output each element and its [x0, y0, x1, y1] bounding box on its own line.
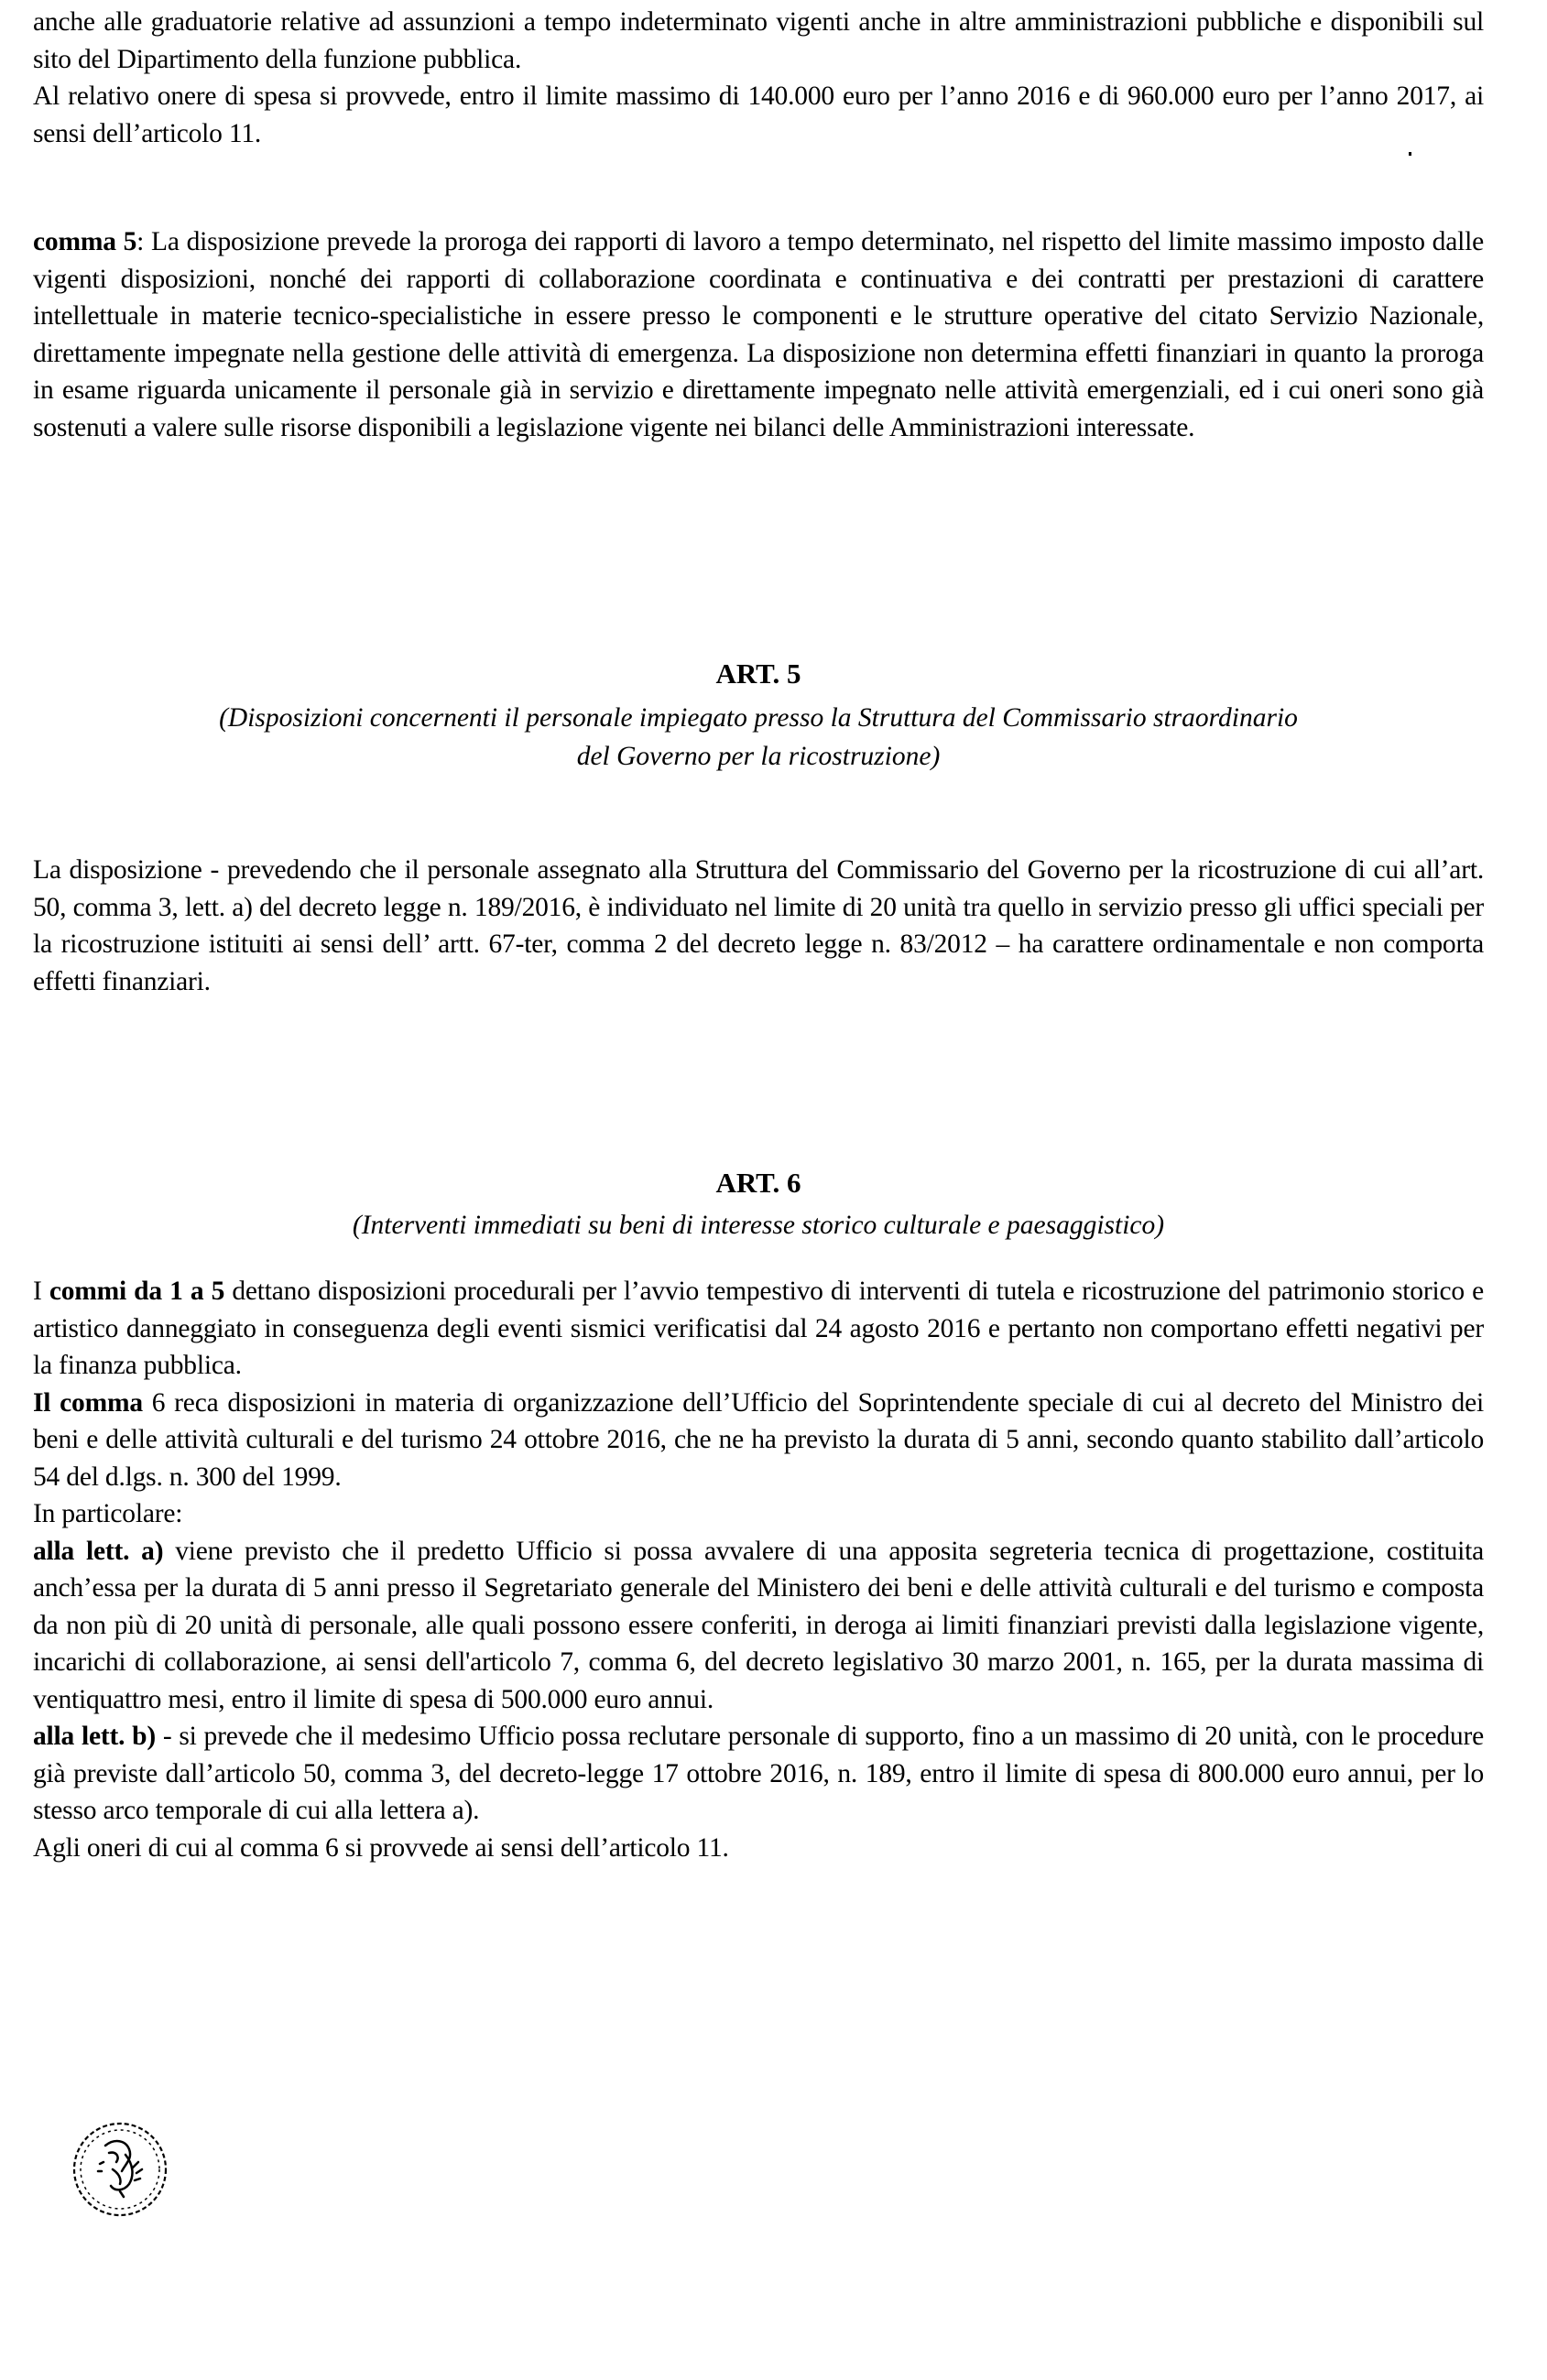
art6-title: ART. 6	[715, 1167, 801, 1199]
art5-subtitle-line2: del Governo per la ricostruzione)	[576, 742, 941, 771]
comma5-section	[33, 223, 1484, 446]
art6-p1-prefix: I	[33, 1277, 49, 1306]
art5-body: La disposizione - prevedendo che il personale assegnato alla Struttura del Commissario del Governo per la ricostruzione di cui all’art. 50, comma 3, lett. a) del decreto legge n. 189/2016, è individuato nel limite di 20 unità tra quello in servizio presso gli uffici speciali per la ricostruzione istituiti ai sensi dell’ artt. 67-ter, comma 2 del decreto legge n. 83/2012 – ha carattere ordinamentale e non comporta effetti finanziari.	[33, 855, 1484, 996]
art6-p2-text: 6 reca disposizioni in materia di organizzazione dell’Ufficio del Soprintendente speciale di cui al decreto del Ministro dei beni e delle attività culturali e del turismo 24 ottobre 2016, che ne ha previsto la durata di 5 anni, secondo quanto stabilito dall’articolo 54 del d.lgs. n. 300 del 1999.	[33, 1387, 1484, 1492]
art6-body-section	[33, 1273, 1484, 1866]
art6-subtitle: (Interventi immediati su beni di interesse storico culturale e paesaggistico)	[352, 1211, 1165, 1240]
art5-subtitle-line1: (Disposizioni concernenti il personale impiegato presso la Struttura del Commissario straordinario	[219, 703, 1298, 733]
comma5-text: : La disposizione prevede la proroga dei rapporti di lavoro a tempo determinato, nel rispetto del limite massimo imposto dalle vigenti disposizioni, nonché dei rapporti di collaborazione coordinata e continuativa e dei contratti per prestazioni di carattere intellettuale in materie tecnico-specialistiche in essere presso le componenti e le strutture operative del citato Servizio Nazionale, direttamente impegnate nella gestione delle attività di emergenza. La disposizione non determina effetti finanziari in quanto la proroga in esame riguarda unicamente il personale già in servizio e direttamente impegnato nelle attività emergenziali, ed i cui oneri sono già sostenuti a valere sulle risorse disponibili a legislazione vigente nei bilanci delle Amministrazioni interessate.	[33, 227, 1485, 442]
art6-p1-text: dettano disposizioni procedurali per l’avvio tempestivo di interventi di tutela e ricostruzione del patrimonio storico e artistico danneggiato in conseguenza degli eventi sismici verificatisi dal 24 agosto 2016 e pertanto non comportano effetti negativi per la finanza pubblica.	[33, 1277, 1484, 1380]
art6-paragraph-lett-b	[33, 1718, 1484, 1830]
comma5-label: comma 5	[33, 227, 137, 256]
art6-p1-bold: commi da 1 a 5	[49, 1277, 225, 1306]
intro-paragraph-2: Al relativo onere di spesa si provvede, entro il limite massimo di 140.000 euro per l’anno 2016 e di 960.000 euro per l’anno 2017, ai sensi dell’articolo 11.	[33, 82, 1484, 148]
art6-p4-bold: alla lett. a)	[33, 1536, 164, 1566]
scan-speck	[1409, 152, 1411, 156]
comma5-paragraph	[33, 223, 1484, 446]
art6-p5-text: - si prevede che il medesimo Ufficio possa reclutare personale di supporto, fino a un massimo di 20 unità, con le procedure già previste dall’articolo 50, comma 3, del decreto-legge 17 ottobre 2016, n. 189, entro il limite di spesa di 800.000 euro annui, per lo stesso arco temporale di cui alla lettera a).	[33, 1722, 1484, 1825]
intro-paragraph-1: anche alle graduatorie relative ad assunzioni a tempo indeterminato vigenti anche in altre amministrazioni pubbliche e disponibili sul sito del Dipartimento della funzione pubblica.	[33, 7, 1484, 74]
art5-title: ART. 5	[715, 657, 801, 690]
official-seal-stamp-icon	[69, 2118, 171, 2221]
intro-section	[33, 4, 1484, 152]
art6-paragraph-lett-a	[33, 1533, 1484, 1719]
art6-paragraph-commi-1-5	[33, 1273, 1484, 1385]
art6-paragraph-in-particolare: In particolare:	[33, 1499, 183, 1528]
art6-paragraph-comma-6	[33, 1385, 1484, 1496]
art5-body-section	[33, 852, 1484, 1000]
art6-paragraph-oneri: Agli oneri di cui al comma 6 si provvede ai sensi dell’articolo 11.	[33, 1832, 729, 1863]
art6-p5-bold: alla lett. b)	[33, 1722, 156, 1751]
art6-p4-text: viene previsto che il predetto Ufficio si possa avvalere di una apposita segreteria tecnica di progettazione, costituita anch’essa per la durata di 5 anni presso il Segretariato generale del Ministero dei beni e delle attività culturali e del turismo e composta da non più di 20 unità di personale, alle quali possono essere conferiti, in deroga ai limiti finanziari previsti dalla legislazione vigente, incarichi di collaborazione, ai sensi dell'articolo 7, comma 6, del decreto legislativo 30 marzo 2001, n. 165, per la durata massima di ventiquattro mesi, entro il limite di spesa di 500.000 euro annui.	[33, 1536, 1484, 1714]
art6-p2-bold: Il comma	[33, 1387, 143, 1418]
